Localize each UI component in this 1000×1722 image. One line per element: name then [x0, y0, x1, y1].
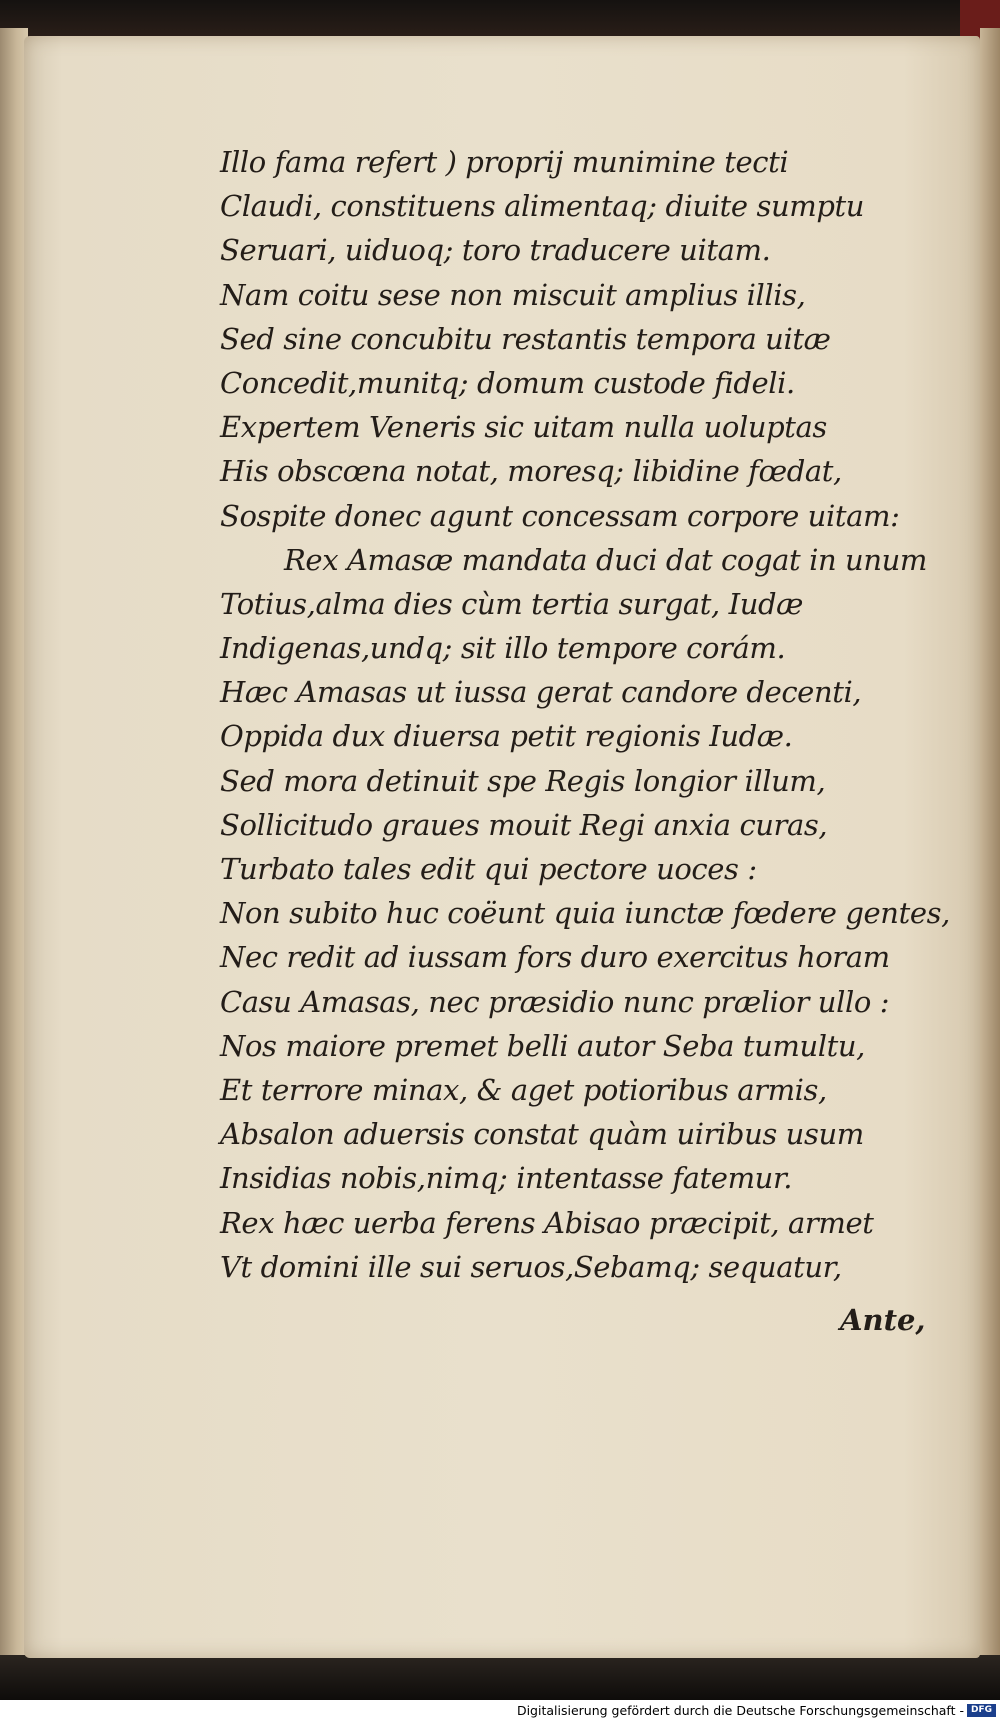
verse-line: Absalon aduersis constat quàm uiribus usum	[220, 1117, 864, 1152]
funding-notice: Digitalisierung gefördert durch die Deutsche Forschungsgemeinschaft -	[516, 1703, 964, 1718]
verse-line: Insidias nobis,nimq; intentasse fatemur.	[220, 1161, 793, 1196]
verse-line: Nec redit ad iussam fors duro exercitus horam	[220, 940, 890, 975]
verse-text-block	[220, 140, 950, 1289]
verse-line: Vt domini ille sui seruos,Sebamq; sequatur,	[220, 1249, 842, 1284]
dfg-logo: DFG	[967, 1704, 996, 1717]
verse-line: His obscœna notat, moresq; libidine fœdat,	[220, 454, 842, 489]
verse-line: Oppida dux diuersa petit regionis Iudæ.	[220, 719, 793, 754]
verse-line: Concedit,munitq; domum custode fideli.	[220, 365, 795, 400]
footer-bar	[0, 1700, 1000, 1722]
verse-line: Indigenas,undq; sit illo tempore corám.	[220, 631, 786, 666]
verse-line: Et terrore minax, & aget potioribus armis,	[220, 1072, 827, 1107]
bottom-scan-border	[0, 1655, 1000, 1700]
verse-line: Casu Amasas, nec præsidio nunc prælior ullo :	[220, 984, 890, 1019]
verse-line: Seruari, uiduoq; toro traducere uitam.	[220, 233, 771, 268]
verse-line: Rex Amasæ mandata duci dat cogat in unum	[284, 542, 927, 577]
verse-line: Totius,alma dies cùm tertia surgat, Iudæ	[220, 586, 804, 621]
catchword: Ante,	[840, 1303, 926, 1337]
verse-line: Hæc Amasas ut iussa gerat candore decenti,	[220, 675, 862, 710]
verse-line: Expertem Veneris sic uitam nulla uoluptas	[220, 410, 827, 445]
verse-line: Sollicitudo graues mouit Regi anxia curas,	[220, 807, 828, 842]
verse-line: Sed sine concubitu restantis tempora uitæ	[220, 321, 831, 356]
verse-line: Nos maiore premet belli autor Seba tumultu,	[220, 1028, 865, 1063]
top-scan-border	[0, 0, 1000, 38]
right-book-edge	[980, 28, 1000, 1668]
verse-line: Turbato tales edit qui pectore uoces :	[220, 852, 757, 886]
verse-line: Non subito huc coëunt quia iunctæ fœdere gentes,	[220, 896, 950, 931]
verse-line: Rex hæc uerba ferens Abisao præcipit, armet	[220, 1205, 874, 1240]
verse-line: Illo fama refert ) proprij munimine tecti	[220, 145, 789, 179]
verse-line: Nam coitu sese non miscuit amplius illis,	[220, 277, 806, 312]
verse-line: Claudi, constituens alimentaq; diuite sumptu	[220, 189, 865, 224]
verse-line: Sed mora detinuit spe Regis longior illum,	[220, 763, 826, 798]
verse-line: Sospite donec agunt concessam corpore uitam:	[220, 498, 900, 533]
